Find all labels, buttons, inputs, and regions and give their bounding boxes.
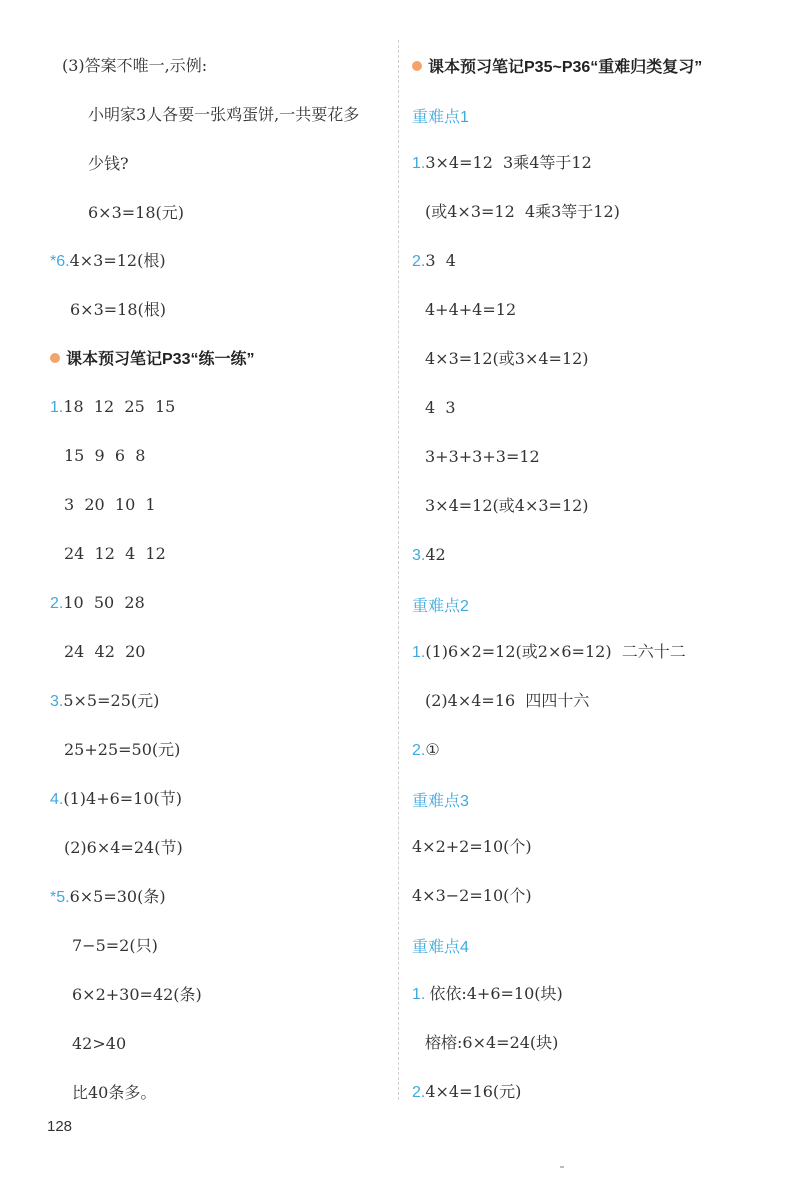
bullet-dot-icon (412, 61, 422, 71)
question-6 (50, 250, 166, 273)
question-3 (50, 690, 159, 713)
question-1 (412, 983, 563, 1006)
answer-line: 42>40 (72, 1034, 127, 1053)
answer-line: (2)6×4=24(节) (64, 838, 183, 857)
question-number: *6. (50, 253, 70, 270)
answer-line: 4×3−2=10(个) (412, 886, 532, 905)
question-1 (50, 396, 175, 419)
question-number: 1. (50, 399, 64, 416)
question-1 (412, 152, 592, 175)
answer-line: 7−5=2(只) (72, 936, 158, 955)
question-number: 1. (412, 986, 426, 1003)
question-number: *5. (50, 889, 70, 906)
question-number: 2. (412, 742, 426, 759)
answer-line: 3+3+3+3=12 (425, 447, 540, 466)
section-heading-text: 课本预习笔记P33“练一练” (66, 351, 255, 368)
answer-line: 24 12 4 12 (64, 544, 166, 563)
subsection-title: 重难点1 (412, 109, 469, 126)
question-number: 3. (50, 693, 64, 710)
answer-line: 榕榕:6×4=24(块) (425, 1033, 559, 1052)
answer-line: (或4×3=12 4乘3等于12) (425, 202, 620, 221)
answer-text: 4×3=12(根) (69, 251, 166, 270)
answer-text: 42 (425, 545, 446, 564)
answer-line: 6×3=18(元) (88, 203, 185, 222)
answer-line: 25+25=50(元) (64, 740, 181, 759)
section-heading (412, 54, 702, 77)
question-2 (412, 739, 440, 762)
subsection-title: 重难点2 (412, 598, 469, 615)
question-number: 4. (50, 791, 64, 808)
footer-mark (560, 1166, 564, 1168)
question-4 (50, 788, 182, 811)
section-heading (50, 346, 254, 369)
answer-line: 小明家3人各要一张鸡蛋饼,一共要花多 (88, 105, 360, 124)
question-2 (50, 592, 145, 615)
answer-line: (3)答案不唯一,示例: (62, 56, 208, 75)
section-heading-text: 课本预习笔记P35~P36“重难归类复习” (428, 59, 703, 76)
answer-line: 比40条多。 (72, 1083, 157, 1102)
question-3 (412, 544, 446, 567)
answer-line: 6×3=18(根) (70, 300, 167, 319)
page-number: 128 (47, 1118, 73, 1135)
answer-line: 24 42 20 (64, 642, 146, 661)
question-number: 2. (412, 1084, 426, 1101)
question-2 (412, 250, 456, 273)
answer-line: 3 20 10 1 (64, 495, 156, 514)
answer-line: 4×3=12(或3×4=12) (425, 349, 589, 368)
answer-line: 3×4=12(或4×3=12) (425, 496, 589, 515)
answer-line: 4+4+4=12 (425, 300, 517, 319)
answer-text: (1)4+6=10(节) (63, 789, 183, 808)
answer-text: ① (425, 740, 440, 759)
answer-text: 依依:4+6=10(块) (429, 984, 563, 1003)
question-number: 1. (412, 644, 426, 661)
subsection-title: 重难点4 (412, 939, 469, 956)
question-number: 2. (412, 253, 426, 270)
subsection-title: 重难点3 (412, 793, 469, 810)
column-divider (398, 40, 399, 1100)
answer-line: 4×2+2=10(个) (412, 837, 532, 856)
question-number: 2. (50, 595, 64, 612)
answer-text: 3 4 (425, 251, 456, 270)
answer-line: (2)4×4=16 四四十六 (425, 691, 590, 710)
answer-text: 4×4=16(元) (425, 1082, 522, 1101)
answer-text: 10 50 28 (63, 593, 145, 612)
answer-text: 3×4=12 3乘4等于12 (425, 153, 592, 172)
question-number: 3. (412, 547, 426, 564)
question-2 (412, 1081, 521, 1104)
answer-line: 15 9 6 8 (64, 446, 146, 465)
question-number: 1. (412, 155, 426, 172)
bullet-dot-icon (50, 353, 60, 363)
answer-text: 5×5=25(元) (63, 691, 160, 710)
answer-line: 6×2+30=42(条) (72, 985, 202, 1004)
answer-text: 18 12 25 15 (63, 397, 176, 416)
answer-text: 6×5=30(条) (69, 887, 166, 906)
answer-line: 少钱? (88, 154, 129, 173)
answer-text: (1)6×2=12(或2×6=12) 二六十二 (425, 642, 686, 661)
answer-line: 4 3 (425, 398, 456, 417)
question-5 (50, 886, 166, 909)
question-1 (412, 641, 686, 664)
